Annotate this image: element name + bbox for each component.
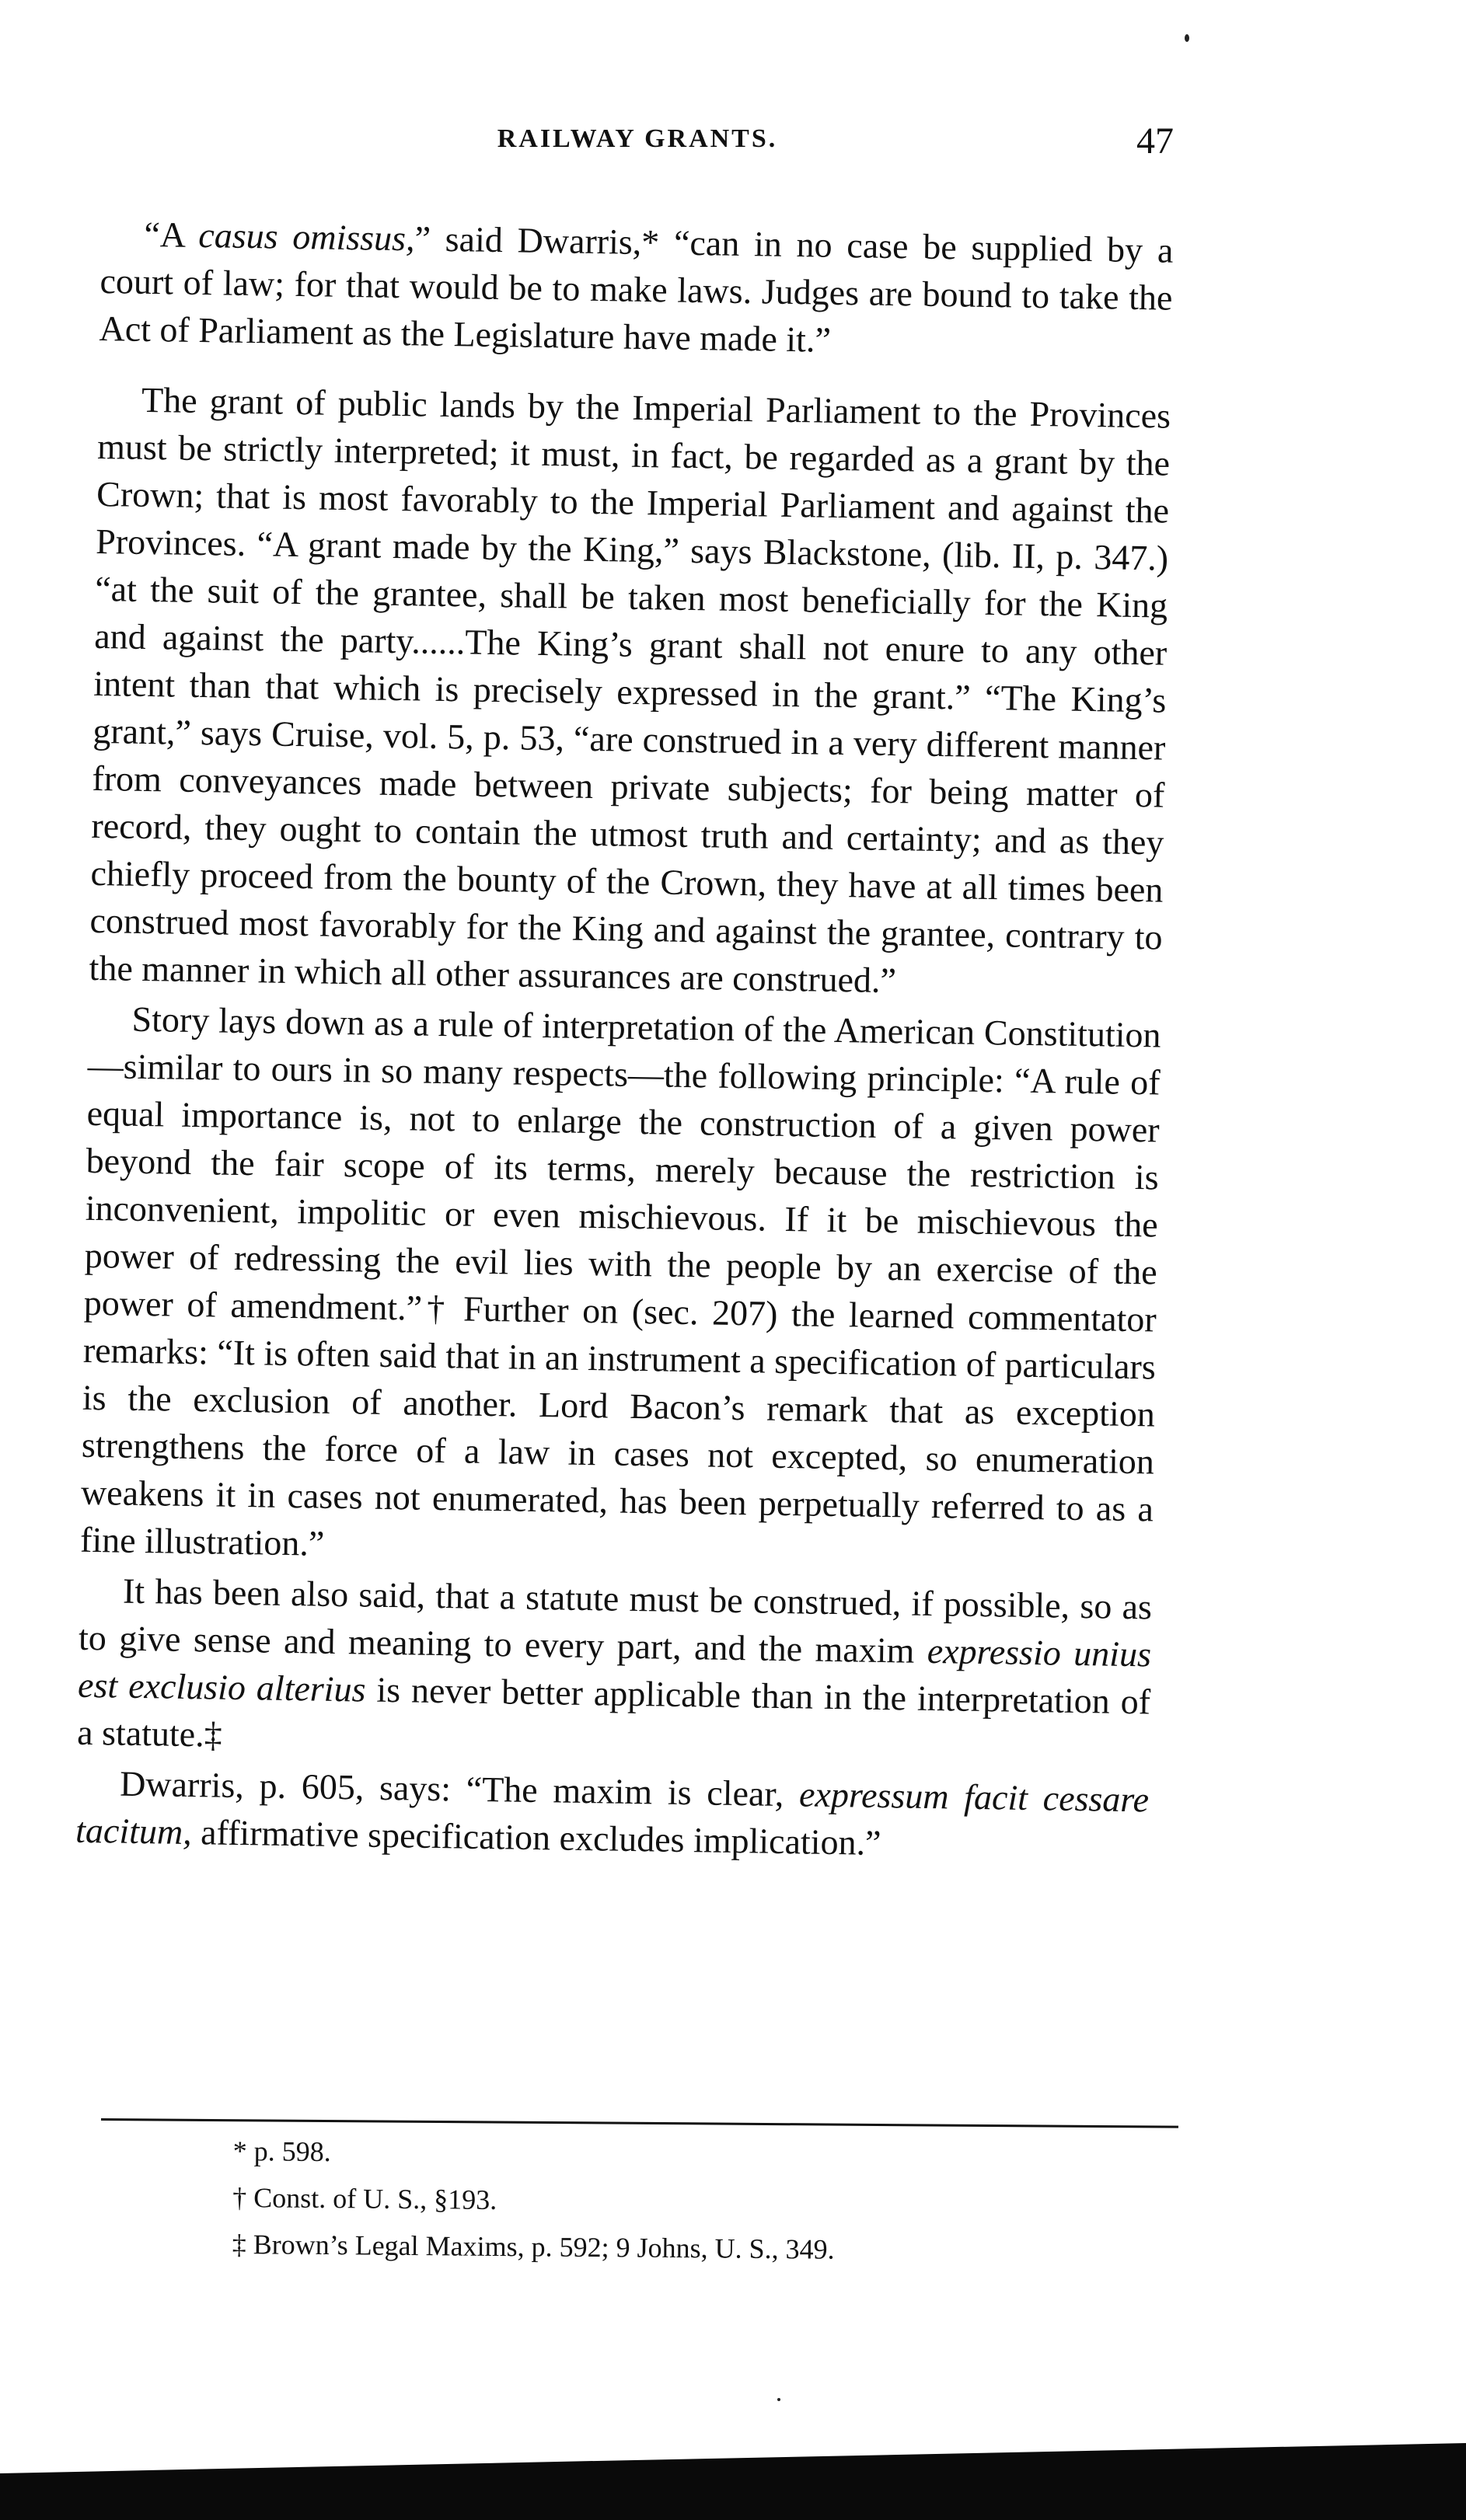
footnote: * p. 598. [232,2135,331,2168]
running-title: RAILWAY GRANTS. [497,124,778,153]
scan-edge-shadow [0,2403,1466,2520]
paragraph [80,995,1161,1581]
paragraph [89,375,1171,1009]
paragraph [77,1567,1153,1773]
text-run: affirmative specification excludes implication.” [191,1812,881,1863]
text-run: Story lays down as a rule of interpretation of the American Constitution—similar to ours in so many respects—the following principle: “A rule of equal importance is, not to enlarge the construction of a given power beyond the fair scope of its terms, merely because the restriction is inconvenient, impolitic or even mischievous. If it be mischievous the power of redressing the evil lies with the people by an exercise of the power of amendment.”† Further on (sec. 207) the learned commentator remarks: “It is often said that in an instrument a specification of particulars is the exclusion of another. Lord Bacon’s remark that as exception strengthens the force of a law in cases not excepted, so enumeration weakens it in cases not enumerated, has been perpetually referred to as a fine illustration.” [79,999,1161,1563]
scan-speck [777,2398,780,2401]
text-run: It has been also said, that a statute must be construed, if possible, so as to give sense and meaning to every part, and the maxim [78,1570,1153,1671]
italic-phrase: casus omissus, [197,214,415,259]
page-number: 47 [1136,120,1174,162]
paragraph [75,1759,1150,1871]
italic-phrase: expressio unius est exclusio alterius [77,1630,1152,1710]
body-text [75,210,1174,1873]
italic-phrase: expressum facit cessare tacitum, [75,1774,1150,1853]
footnote-divider [101,2118,1178,2128]
text-run: Dwarris, p. 605, says: “The maxim is clear, [119,1763,800,1814]
page-header [101,120,1174,171]
footnote: ‡ Brown’s Legal Maxims, p. 592; 9 Johns, U. S., 349. [232,2228,835,2265]
text-run: ” said Dwarris,* “can in no case be supplied by a court of law; for that would be to make laws. Judges are bound to take the Act of Parliament as the Legislature have made it.” [99,218,1174,360]
footnotes [232,2128,1166,2275]
text-run: “A [144,214,199,255]
text-run: is never better applicable than in the interpretation of a statute.‡ [76,1669,1151,1755]
scan-speck [1185,34,1189,42]
paragraph [99,210,1174,369]
footnote: † Const. of U. S., §193. [232,2181,497,2215]
text-run: The grant of public lands by the Imperial Parliament to the Provinces must be strictly interpreted; it must, in fact, be regarded as a grant by the Crown; that is most favorably to the Imperial Parliament and against the Provinces. “A grant made by the King,” says Blackstone, (lib. II, p. 347.) “at the suit of the grantee, shall be taken most beneficially for the King and against the party......The King’s grant shall not enure to any other intent than that which is precisely expressed in the grant.” “The King’s grant,” says Cruise, vol. 5, p. 53, “are construed in a very different manner from conveyances made between private subjects; for being matter of record, they ought to contain the utmost truth and certainty; and as they chiefly proceed from the bounty of the Crown, they have at all times been construed most favorably for the King and against the grantee, contrary to the manner in which all other assurances are construed.” [89,379,1171,1001]
